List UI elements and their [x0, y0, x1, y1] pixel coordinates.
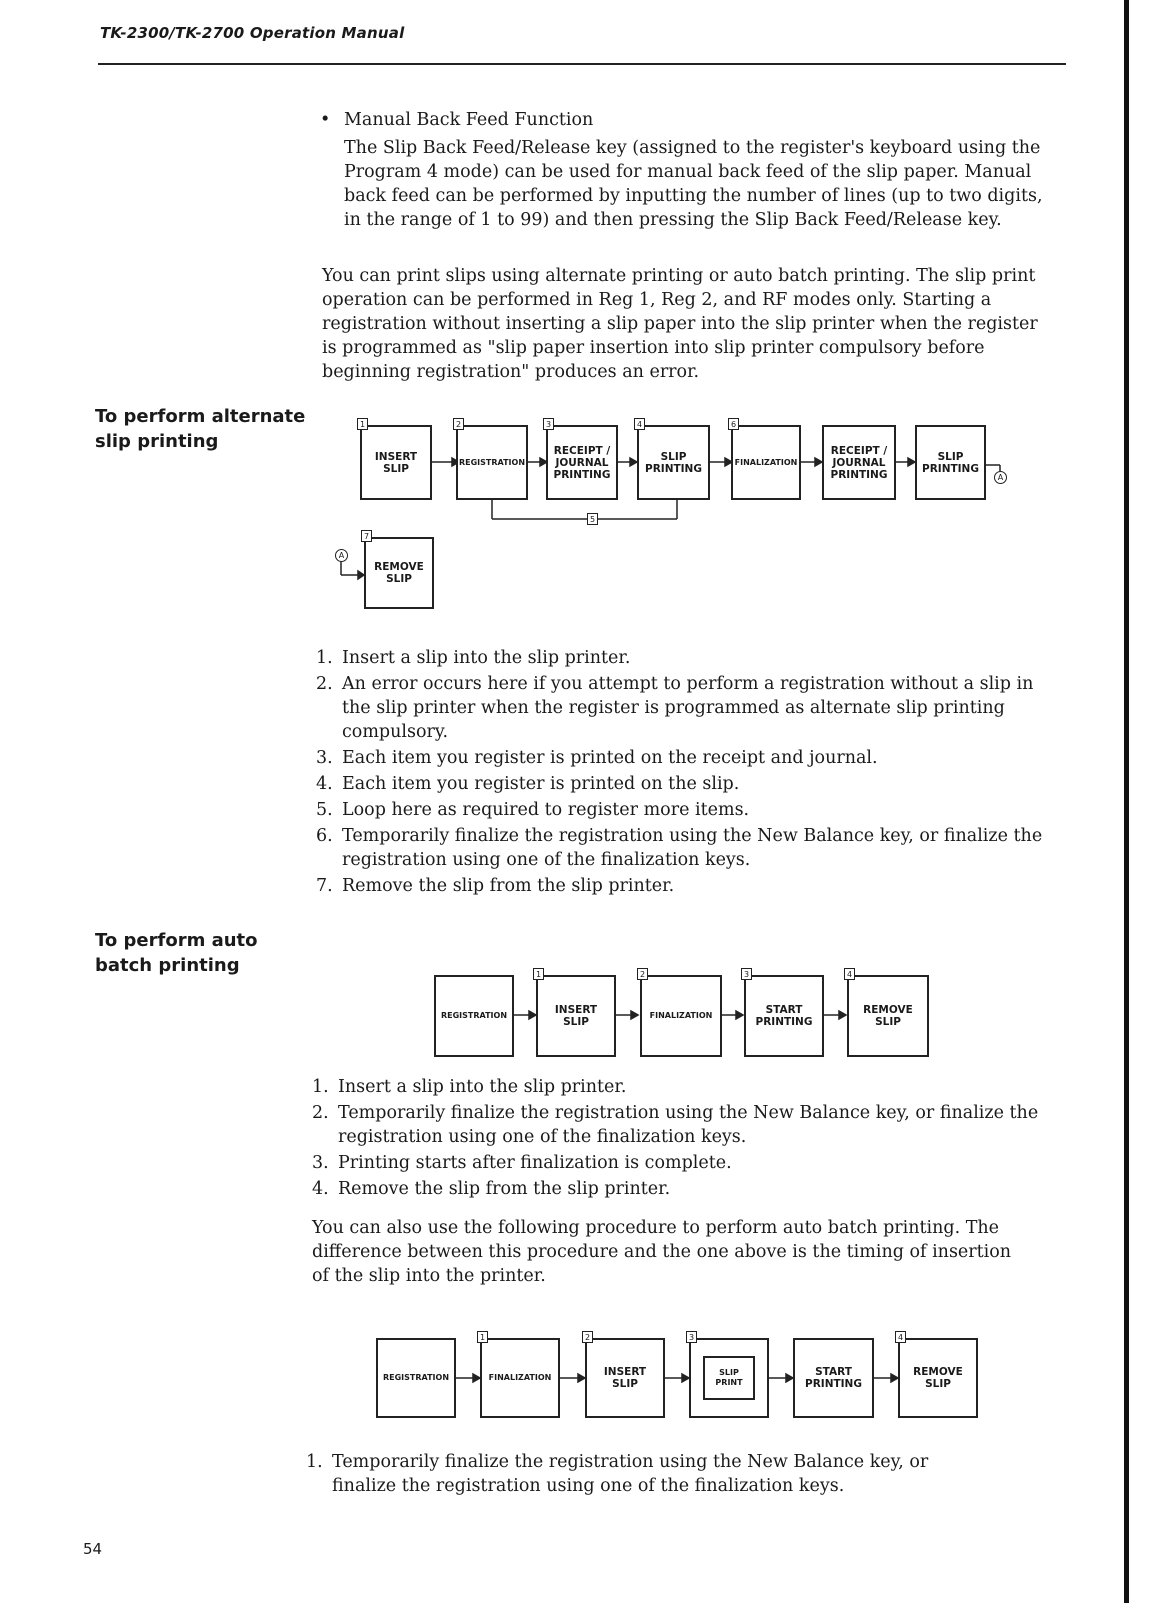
step-badge: 4	[844, 968, 855, 980]
step-text: Remove the slip from the slip printer.	[338, 1179, 671, 1199]
flow-box-insert-slip: INSERT SLIP	[536, 975, 616, 1057]
step-number: 5.	[316, 800, 333, 820]
alternate-steps-list	[316, 646, 1046, 900]
connector-a-in: A	[335, 549, 348, 562]
step-number: 4.	[312, 1179, 329, 1199]
step-text: Loop here as required to register more items.	[342, 800, 750, 820]
list-item	[316, 824, 1046, 872]
slip-print-key-cap: SLIP PRINT	[703, 1356, 755, 1400]
step-badge: 1	[477, 1331, 488, 1343]
manual-header-title: TK-2300/TK-2700 Operation Manual	[100, 24, 405, 42]
list-item	[316, 798, 1046, 822]
flow-box-start-printing: START PRINTING	[744, 975, 824, 1057]
step-badge: 4	[895, 1331, 906, 1343]
flow-box-finalization: FINALIZATION	[640, 975, 722, 1057]
step-number: 7.	[316, 876, 333, 896]
step-text: Temporarily finalize the registration using the New Balance key, or finalize the registration using one of the finalization keys.	[342, 826, 1043, 870]
flow-box-insert-slip: INSERT SLIP	[360, 425, 432, 500]
step-text: Temporarily finalize the registration using the New Balance key, or finalize the registration using one of the finalization keys.	[332, 1452, 929, 1496]
flow-box-insert-slip: INSERT SLIP	[585, 1338, 665, 1418]
step-number: 4.	[316, 774, 333, 794]
step-badge: 1	[533, 968, 544, 980]
auto-batch-diagram-2	[376, 1333, 996, 1428]
list-item	[312, 1101, 1046, 1149]
step-text: Each item you register is printed on the receipt and journal.	[342, 748, 878, 768]
flow-box-finalization: FINALIZATION	[731, 425, 801, 500]
list-item	[312, 1151, 1046, 1175]
flow-box-slip-printing-2: SLIP PRINTING	[915, 425, 986, 500]
step-badge: 7	[361, 530, 372, 542]
connector-a-out: A	[994, 471, 1007, 484]
list-item	[312, 1075, 1046, 1099]
step-text: Remove the slip from the slip printer.	[342, 876, 675, 896]
step-number: 3.	[316, 748, 333, 768]
auto-batch-diagram-1	[434, 970, 954, 1065]
step-number: 3.	[312, 1153, 329, 1173]
list-item	[312, 1177, 1046, 1201]
step-number: 6.	[316, 826, 333, 846]
step-text: Insert a slip into the slip printer.	[338, 1077, 627, 1097]
step-text: Printing starts after finalization is complete.	[338, 1153, 732, 1173]
list-item	[316, 672, 1046, 744]
step-number: 1.	[312, 1077, 329, 1097]
auto-batch-alt-steps-list	[306, 1450, 966, 1500]
step-text: An error occurs here if you attempt to perform a registration without a slip in the slip printer when the register is programmed as alternate slip printing compulsory.	[342, 674, 1034, 742]
flow-box-registration: REGISTRATION	[456, 425, 528, 500]
step-badge: 3	[741, 968, 752, 980]
list-item	[316, 646, 1046, 670]
step-number: 2.	[316, 674, 333, 694]
list-item	[316, 772, 1046, 796]
step-badge: 3	[686, 1331, 697, 1343]
manual-back-feed-body: The Slip Back Feed/Release key (assigned to the register's keyboard using the Program 4 mode) can be used for manual back feed of the slip paper. Manual back feed can be performed by inputting the number of lines (up to two digits, in the range of 1 to 99) and then pressing the Slip Back Feed/Release key.	[344, 138, 1043, 230]
step-number: 2.	[312, 1103, 329, 1123]
step-text: Temporarily finalize the registration using the New Balance key, or finalize the registration using one of the finalization keys.	[338, 1103, 1039, 1147]
step-badge: 4	[634, 418, 645, 430]
page-edge-bar	[1124, 0, 1129, 1603]
page-number: 54	[83, 1540, 103, 1558]
flow-box-start-printing: START PRINTING	[793, 1338, 874, 1418]
flow-box-registration: REGISTRATION	[434, 975, 514, 1057]
step-badge: 3	[543, 418, 554, 430]
step-badge: 2	[582, 1331, 593, 1343]
list-item	[316, 746, 1046, 770]
auto-batch-steps-list	[312, 1075, 1046, 1203]
auto-batch-paragraph: You can also use the following procedure to perform auto batch printing. The difference between this procedure and the one above is the timing of insertion of the slip into the printer.	[312, 1218, 1012, 1286]
flow-box-remove-slip: REMOVE SLIP	[364, 537, 434, 609]
step-badge: 2	[637, 968, 648, 980]
step-text: Insert a slip into the slip printer.	[342, 648, 631, 668]
bullet-dot: •	[320, 110, 331, 130]
alternate-slip-heading: To perform alternate slip printing	[95, 406, 306, 452]
flow-box-receipt-journal-printing-2: RECEIPT / JOURNAL PRINTING	[822, 425, 896, 500]
list-item	[306, 1450, 966, 1498]
step-number: 1.	[306, 1452, 323, 1472]
flow-box-finalization: FINALIZATION	[480, 1338, 560, 1418]
header-rule	[98, 63, 1066, 65]
manual-back-feed-title: Manual Back Feed Function	[344, 110, 594, 130]
intro-paragraph: You can print slips using alternate printing or auto batch printing. The slip print operation can be performed in Reg 1, Reg 2, and RF modes only. Starting a registration without inserting a slip paper into the slip printer when the register is programmed as "slip paper insertion into slip printer compulsory before beginning registration" produces an error.	[322, 266, 1038, 382]
step-text: Each item you register is printed on the slip.	[342, 774, 740, 794]
flow-box-remove-slip: REMOVE SLIP	[847, 975, 929, 1057]
alternate-slip-diagram	[338, 420, 1040, 625]
flow-box-remove-slip: REMOVE SLIP	[898, 1338, 978, 1418]
list-item	[316, 874, 1046, 898]
flow-box-slip-printing: SLIP PRINTING	[637, 425, 710, 500]
auto-batch-heading: To perform auto batch printing	[95, 930, 258, 976]
flow-box-slip-print-key	[689, 1338, 769, 1418]
step-badge: 1	[357, 418, 368, 430]
step-badge: 2	[453, 418, 464, 430]
loop-badge: 5	[587, 513, 598, 525]
flow-box-registration: REGISTRATION	[376, 1338, 456, 1418]
flow-box-receipt-journal-printing: RECEIPT / JOURNAL PRINTING	[546, 425, 618, 500]
step-number: 1.	[316, 648, 333, 668]
step-badge: 6	[728, 418, 739, 430]
